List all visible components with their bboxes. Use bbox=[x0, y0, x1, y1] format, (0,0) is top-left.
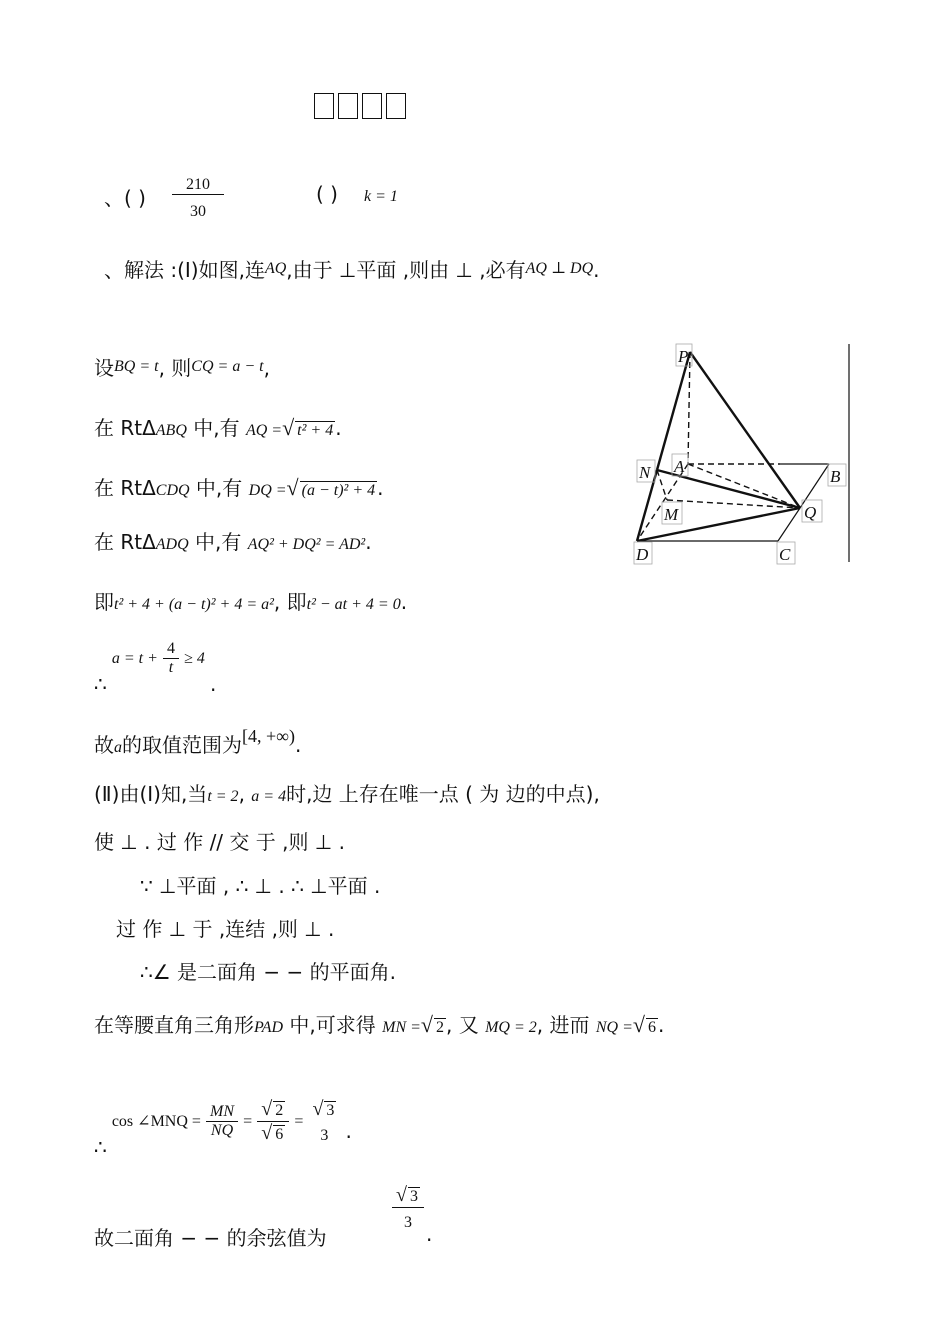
math: MQ = 2 bbox=[485, 1019, 537, 1036]
math: a bbox=[114, 739, 122, 756]
edge-pa-dashed bbox=[688, 352, 690, 464]
fraction-denominator: 3 bbox=[403, 1214, 412, 1231]
part2-line4: 过 作 ⊥ 于 ,连结 ,则 ⊥ . bbox=[116, 917, 335, 941]
title-char-box bbox=[338, 93, 358, 119]
fraction-denominator: 3 bbox=[320, 1127, 329, 1144]
text: , 即 bbox=[273, 590, 307, 614]
text: 设 bbox=[94, 356, 114, 380]
text: , 则 bbox=[158, 356, 192, 380]
part2-line2: 使 ⊥ . 过 作 // 交 于 ,则 ⊥ . bbox=[94, 830, 345, 854]
edge-pn bbox=[657, 352, 690, 470]
label-n: N bbox=[639, 463, 651, 482]
math: AQ = bbox=[245, 422, 283, 439]
line-a-bound bbox=[94, 640, 217, 696]
radicand: 6 bbox=[275, 1126, 284, 1143]
title-char-box bbox=[314, 93, 334, 119]
fraction-numerator: MN bbox=[206, 1103, 238, 1122]
text: 、解法 :(Ⅰ)如图,连 bbox=[104, 258, 265, 282]
math: a = t + bbox=[111, 650, 158, 667]
radicand: 3 bbox=[409, 1188, 418, 1205]
math: AQ bbox=[264, 260, 287, 277]
fraction-denominator: √ 6 bbox=[261, 1122, 284, 1144]
text: 即 bbox=[94, 590, 114, 614]
math: CDQ bbox=[155, 482, 190, 499]
text: , 又 bbox=[446, 1013, 479, 1037]
line-bq bbox=[94, 352, 270, 381]
radicand: t² + 4 bbox=[297, 422, 334, 439]
line-ji bbox=[94, 586, 407, 615]
text: . bbox=[377, 476, 384, 500]
math: ABQ bbox=[155, 422, 187, 439]
text: . bbox=[657, 1013, 665, 1037]
text: 故 bbox=[94, 733, 114, 757]
edge-mq-dashed bbox=[667, 500, 800, 508]
part2-line3: ∵ ⊥平面 , ∴ ⊥ . ∴ ⊥平面 . bbox=[140, 874, 381, 898]
math: t² + 4 + (a − t)² + 4 = a² bbox=[114, 596, 274, 613]
fraction-denominator: NQ bbox=[210, 1122, 234, 1139]
title-char-box bbox=[362, 93, 382, 119]
fraction-denominator: t bbox=[168, 659, 174, 676]
page-title bbox=[314, 93, 410, 123]
answer1-k-expr: k = 1 bbox=[364, 188, 398, 205]
part2-line6: 在等腰直角三角形PAD 中,可求得 MN =√ 2 , 又 MQ = 2, 进而 NQ =√ 6 . bbox=[94, 1012, 665, 1037]
math: t = 2 bbox=[207, 788, 239, 805]
geometry-figure bbox=[620, 340, 860, 570]
label-m: M bbox=[664, 505, 679, 524]
math: AQ² + DQ² = AD² bbox=[247, 536, 366, 553]
math: cos ∠MNQ = bbox=[111, 1113, 201, 1130]
line-adq bbox=[94, 526, 372, 555]
fraction-denominator: 30 bbox=[190, 203, 206, 220]
edge-dq bbox=[637, 508, 800, 541]
text: , 进而 bbox=[536, 1013, 590, 1037]
label-p: P bbox=[678, 347, 689, 366]
fraction-numerator: √ 3 bbox=[392, 1184, 424, 1208]
math: ≥ 4 bbox=[184, 650, 205, 667]
text: 中,可求得 bbox=[283, 1013, 376, 1037]
text: . bbox=[593, 258, 600, 282]
text: . bbox=[209, 672, 217, 696]
answer1-part2: ( ) bbox=[316, 182, 338, 206]
part2-line1 bbox=[94, 778, 600, 807]
text: 中,有 bbox=[186, 416, 240, 440]
text: 时,边 上存在唯一点 ( 为 边的中点), bbox=[286, 782, 600, 806]
math: a = 4 bbox=[251, 788, 287, 805]
edge-qb bbox=[800, 464, 829, 508]
math: NQ = bbox=[595, 1019, 633, 1036]
fraction-numerator: 4 bbox=[163, 640, 179, 659]
text: 中,有 bbox=[188, 530, 242, 554]
radicand: 6 bbox=[647, 1019, 656, 1036]
math: CQ = a − t bbox=[191, 358, 264, 375]
final-answer-text: 故二面角 − − 的余弦值为 bbox=[94, 1226, 327, 1250]
text: 的取值范围为 bbox=[122, 733, 242, 757]
text: 在 RtΔ bbox=[94, 530, 156, 554]
radicand: 2 bbox=[275, 1102, 284, 1119]
text: (Ⅱ)由(Ⅰ)知,当 bbox=[94, 782, 208, 806]
label-q: Q bbox=[804, 503, 817, 522]
text: ,由于 ⊥平面 ,则由 ⊥ ,必有 bbox=[286, 258, 526, 282]
text: 在 RtΔ bbox=[94, 476, 156, 500]
line-abq: 在 RtΔABQ 中,有 AQ =√ t² + 4 . bbox=[94, 415, 342, 440]
math: DQ = bbox=[248, 482, 287, 499]
math: ADQ bbox=[155, 536, 189, 553]
fraction-numerator: √ 3 bbox=[312, 1098, 335, 1120]
radicand: 2 bbox=[436, 1019, 444, 1036]
math: MN = bbox=[382, 1019, 421, 1036]
title-char-box bbox=[386, 93, 406, 119]
cos-equation: ∴ cos ∠MNQ = $\frac{MN}{NQ}$ = $\frac{√ 2}{√ 6}$ = √ 3 3 . bbox=[94, 1098, 352, 1159]
label-a: A bbox=[674, 457, 685, 476]
fraction-numerator: √ 2 bbox=[257, 1098, 289, 1122]
label-d: D bbox=[636, 545, 649, 564]
therefore-symbol: ∴ bbox=[94, 672, 107, 696]
answer1-lead: 、( ) bbox=[104, 186, 146, 210]
solution-line1 bbox=[104, 254, 600, 283]
final-answer-end: . bbox=[426, 1222, 433, 1246]
text: 在 RtΔ bbox=[94, 416, 156, 440]
label-c: C bbox=[779, 545, 791, 564]
fraction-numerator: 210 bbox=[172, 176, 224, 195]
text: . bbox=[400, 590, 408, 614]
text: . bbox=[294, 733, 302, 757]
radicand: (a − t)² + 4 bbox=[301, 482, 376, 499]
text: . bbox=[365, 530, 372, 554]
text: . bbox=[335, 416, 342, 440]
label-b: B bbox=[830, 467, 841, 486]
line-cdq: 在 RtΔCDQ 中,有 DQ =√ (a − t)² + 4 . bbox=[94, 475, 384, 500]
math: AQ ⊥ DQ bbox=[525, 260, 594, 277]
text: 中,有 bbox=[189, 476, 243, 500]
edge-nm-dashed bbox=[657, 470, 667, 500]
text: 在等腰直角三角形 bbox=[94, 1013, 254, 1037]
text: . bbox=[345, 1119, 352, 1143]
text: , bbox=[263, 356, 270, 380]
answer1-fraction bbox=[172, 176, 224, 221]
text: , bbox=[238, 782, 245, 806]
math: t² − at + 4 = 0 bbox=[306, 596, 401, 613]
final-answer-fraction bbox=[392, 1184, 424, 1232]
part2-line5: ∴∠ 是二面角 − − 的平面角. bbox=[140, 960, 396, 984]
edge-pq bbox=[690, 352, 800, 508]
math: [4, +∞) bbox=[242, 726, 295, 746]
radicand: 3 bbox=[326, 1102, 335, 1119]
math: PAD bbox=[254, 1019, 284, 1036]
line-range bbox=[94, 726, 301, 758]
math: BQ = t bbox=[114, 358, 159, 375]
therefore-symbol: ∴ bbox=[94, 1135, 107, 1159]
